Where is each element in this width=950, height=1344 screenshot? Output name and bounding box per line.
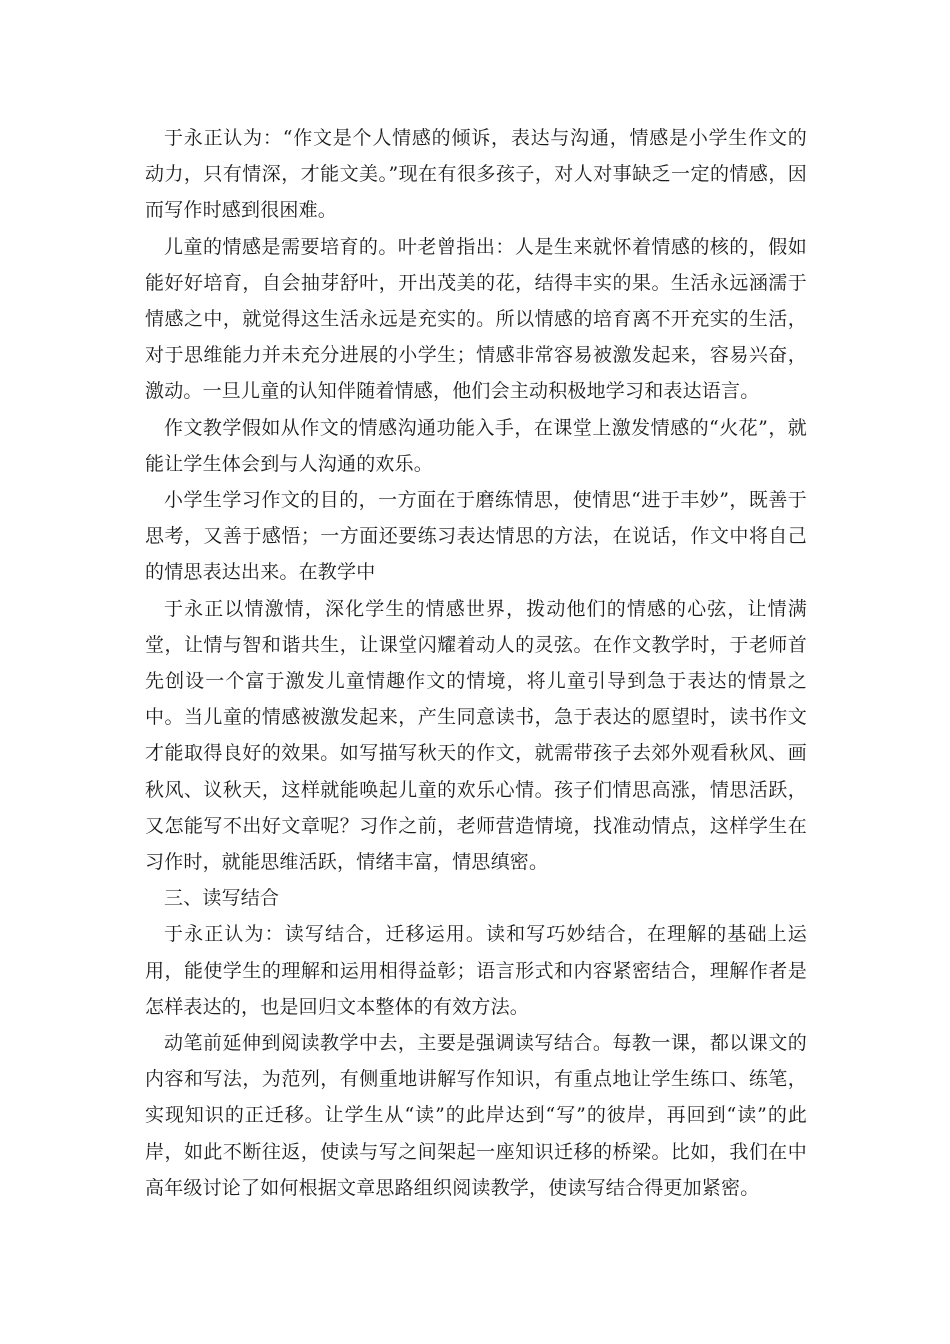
paragraph-emotion-quote: 于永正认为：“作文是个人情感的倾诉，表达与沟通，情感是小学生作文的动力，只有情深，才能文美。”现在有很多孩子，对人对事缺乏一定的情感，因而写作时感到很困难。 xyxy=(145,127,807,222)
paragraph-emotion-cultivation: 儿童的情感是需要培育的。叶老曾指出：人是生来就怀着情感的核的，假如能好好培育，自会抽芽舒叶，开出茂美的花，结得丰实的果。生活永远涵濡于情感之中，就觉得这生活永远是充实的。所以情感的培育离不开充实的生活，对于思维能力并未充分进展的小学生；情感非常容易被激发起来，容易兴奋，激动。一旦儿童的认知伴随着情感，他们会主动积极地学习和表达语言。 xyxy=(145,235,807,403)
paragraph-emotion-communication: 作文教学假如从作文的情感沟通功能入手，在课堂上激发情感的“火花”，就能让学生体会到与人沟通的欢乐。 xyxy=(145,416,807,475)
paragraph-teaching-method: 于永正以情激情，深化学生的情感世界，拨动他们的情感的心弦，让情满堂，让情与智和谐共生，让课堂闪耀着动人的灵弦。在作文教学时，于老师首先创设一个富于激发儿童情趣作文的情境，将儿童引导到急于表达的情景之中。当儿童的情感被激发起来，产生同意读书，急于表达的愿望时，读书作文才能取得良好的效果。如写描写秋天的作文，就需带孩子去郊外观看秋风、画秋风、议秋天，这样就能唤起儿童的欢乐心情。孩子们情思高涨，情思活跃，又怎能写不出好文章呢？习作之前，老师营造情境，找准动情点，这样学生在习作时，就能思维活跃，情绪丰富，情思缜密。 xyxy=(145,597,807,874)
paragraph-reading-writing: 于永正认为：读写结合，迁移运用。读和写巧妙结合，在理解的基础上运用，能使学生的理解和运用相得益彰；语言形式和内容紧密结合，理解作者是怎样表达的，也是回归文本整体的有效方法。 xyxy=(145,923,807,1018)
section-heading: 三、读写结合 xyxy=(164,887,280,910)
paragraph-reading-extension: 动笔前延伸到阅读教学中去，主要是强调读写结合。每教一课，都以课文的内容和写法，为范列，有侧重地讲解写作知识，有重点地让学生练口、练笔，实现知识的正迁移。让学生从“读”的此岸达到“写”的彼岸，再回到“读”的此岸，如此不断往返，使读与写之间架起一座知识迁移的桥梁。比如，我们在中高年级讨论了如何根据文章思路组织阅读教学，使读写结合得更加紧密。 xyxy=(145,1032,807,1199)
document-body xyxy=(145,120,807,1206)
paragraph-writing-purpose: 小学生学习作文的目的，一方面在于磨练情思，使情思“进于丰妙”，既善于思考，又善于感悟；一方面还要练习表达情思的方法，在说话，作文中将自己的情思表达出来。在教学中 xyxy=(145,489,807,584)
